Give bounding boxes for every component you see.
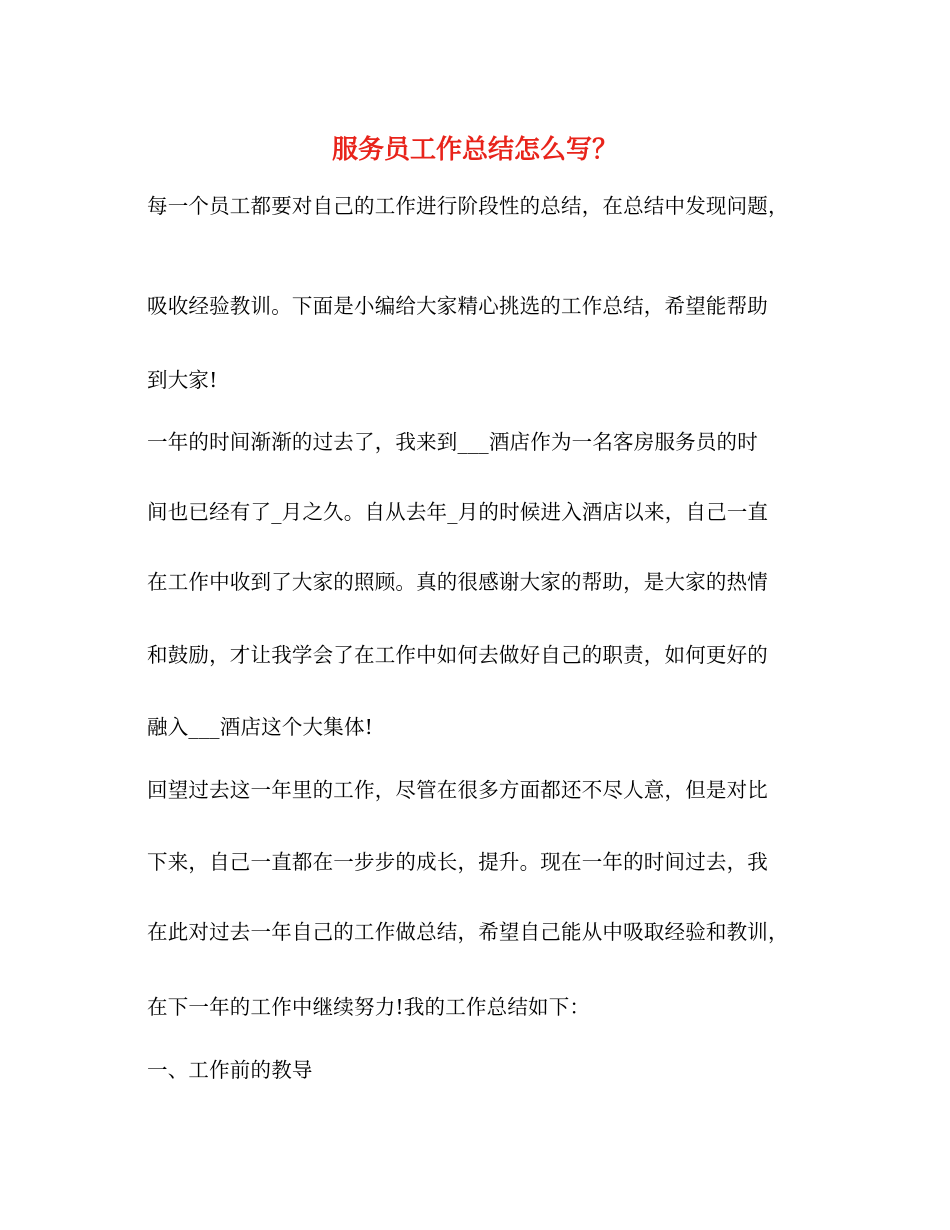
paragraph-1-line-1: 每一个员工都要对自己的工作进行阶段性的总结，在总结中发现问题， — [147, 194, 789, 218]
paragraph-2-line-2: 间也已经有了_月之久。自从去年_月的时候进入酒店以来，自己一直 — [147, 500, 769, 524]
paragraph-3-line-3: 在此对过去一年自己的工作做总结，希望自己能从中吸取经验和教训， — [147, 920, 789, 944]
paragraph-3-line-2: 下来，自己一直都在一步步的成长，提升。现在一年的时间过去，我 — [147, 850, 768, 874]
paragraph-3-line-4: 在下一年的工作中继续努力!我的工作总结如下： — [147, 995, 591, 1019]
paragraph-1-line-2: 吸收经验教训。下面是小编给大家精心挑选的工作总结，希望能帮助 — [147, 294, 768, 318]
paragraph-2-line-5: 融入___酒店这个大集体! — [147, 715, 374, 739]
paragraph-2-line-4: 和鼓励，才让我学会了在工作中如何去做好自己的职责，如何更好的 — [147, 643, 768, 667]
paragraph-2-line-1: 一年的时间渐渐的过去了，我来到___酒店作为一名客房服务员的时 — [147, 430, 758, 454]
paragraph-2-line-3: 在工作中收到了大家的照顾。真的很感谢大家的帮助，是大家的热情 — [147, 570, 768, 594]
paragraph-1-line-3: 到大家! — [147, 368, 218, 392]
document-title: 服务员工作总结怎么写？ — [331, 135, 618, 165]
paragraph-3-line-1: 回望过去这一年里的工作，尽管在很多方面都还不尽人意，但是对比 — [147, 778, 768, 802]
section-heading-1: 一、工作前的教导 — [147, 1058, 313, 1082]
